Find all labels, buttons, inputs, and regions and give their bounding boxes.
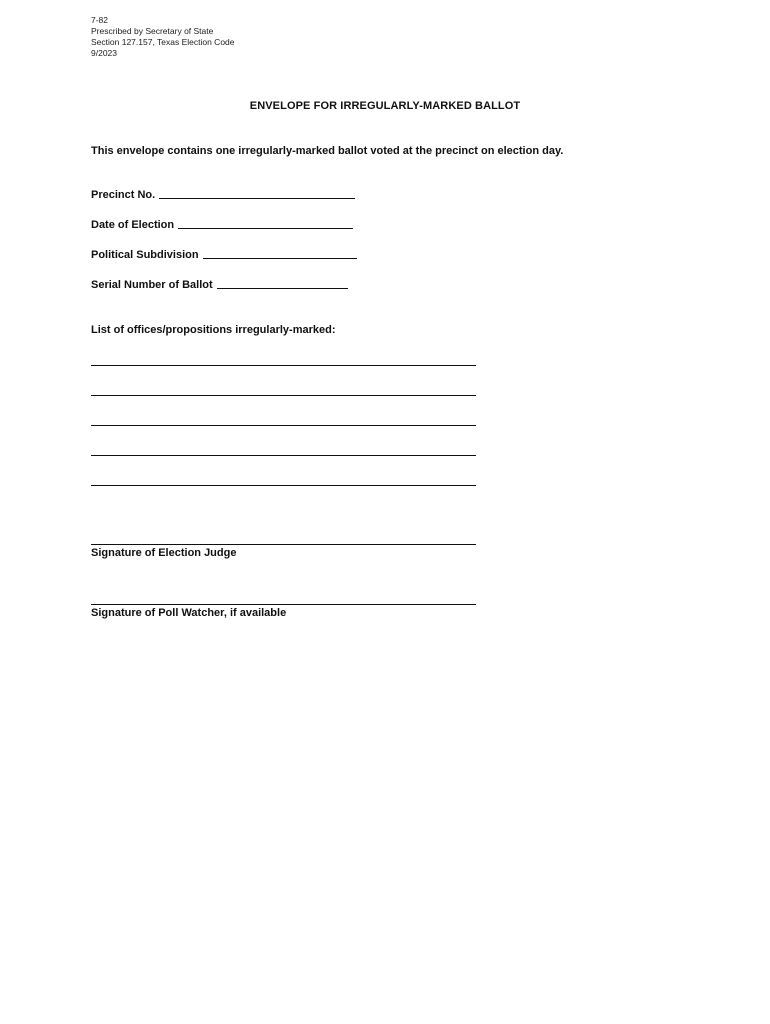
offices-line-3[interactable] bbox=[91, 425, 476, 426]
form-number: 7-82 bbox=[91, 15, 109, 25]
offices-line-2[interactable] bbox=[91, 395, 476, 396]
offices-line-5[interactable] bbox=[91, 485, 476, 486]
prescribed-by: Prescribed by Secretary of State bbox=[91, 26, 214, 36]
date-of-election-blank[interactable] bbox=[178, 227, 353, 229]
precinct-label: Precinct No. bbox=[91, 189, 156, 201]
offices-line-4[interactable] bbox=[91, 455, 476, 456]
code-section: Section 127.157, Texas Election Code bbox=[91, 37, 235, 47]
offices-line-1[interactable] bbox=[91, 365, 476, 366]
election-judge-signature-label: Signature of Election Judge bbox=[91, 547, 237, 559]
date-of-election-label: Date of Election bbox=[91, 219, 175, 231]
date-of-election-field bbox=[91, 219, 353, 231]
political-subdivision-field bbox=[91, 249, 357, 261]
political-subdivision-blank[interactable] bbox=[203, 257, 357, 259]
poll-watcher-signature-line[interactable] bbox=[91, 604, 476, 605]
poll-watcher-signature-label: Signature of Poll Watcher, if available bbox=[91, 607, 287, 619]
political-subdivision-label: Political Subdivision bbox=[91, 249, 199, 261]
form-header bbox=[91, 15, 235, 59]
serial-number-label: Serial Number of Ballot bbox=[91, 279, 213, 291]
serial-number-field bbox=[91, 279, 348, 291]
offices-list-label: List of offices/propositions irregularly-marked: bbox=[91, 324, 336, 336]
precinct-field bbox=[91, 189, 355, 201]
serial-number-blank[interactable] bbox=[217, 287, 348, 289]
form-date: 9/2023 bbox=[91, 48, 117, 58]
precinct-blank[interactable] bbox=[159, 197, 355, 199]
form-title: ENVELOPE FOR IRREGULARLY-MARKED BALLOT bbox=[249, 100, 521, 112]
election-judge-signature-line[interactable] bbox=[91, 544, 476, 545]
intro-statement: This envelope contains one irregularly-marked ballot voted at the precinct on election day. bbox=[91, 145, 564, 157]
